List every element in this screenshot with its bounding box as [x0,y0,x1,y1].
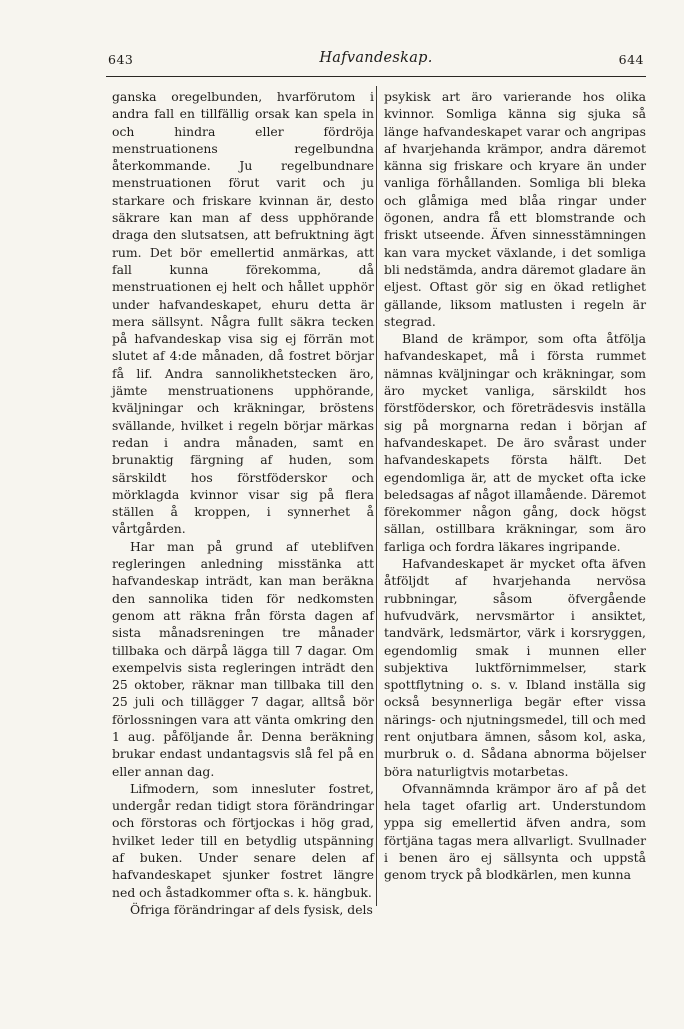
running-header [108,50,644,74]
page-number-right: 644 [618,52,644,67]
header-rule [106,76,646,77]
running-title: Hafvandeskap. [319,50,433,66]
left-column [112,88,374,918]
paragraph: Lifmodern, som innesluter fostret, undergår redan tidigt stora förändringar och förstoras och förtjockas i hög grad, hvilket leder till en betydlig utspänning af buken. Under senare delen af hafvandeskapet sjunker fostret längre ned och åstadkommer ofta s. k. hängbuk. [112,780,374,900]
paragraph: ganska oregelbunden, hvarförutom i andra fall en tillfällig orsak kan spela in och hindra eller fördröja menstruationens regelbundna återkommande. Ju regelbundnare menstruationen förut varit och ju starkare och friskare kvinnan är, desto säkrare kan man af dess upphörande draga den slutsatsen, att befruktning ägt rum. Det bör emellertid anmärkas, att fall kunna förekomma, då menstruationen ej helt och hållet upphör under hafvandeskapet, ehuru detta är mera sällsynt. Några fullt säkra tecken på hafvandeskap visa sig ej förrän mot slutet af 4:de månaden, då fostret börjar få lif. Andra sannolikhetstecken äro, jämte menstruationens upphörande, kväljningar och kräkningar, bröstens svällande, hvilket i regeln börjar märkas redan i andra månaden, samt en brunaktig färgning af huden, som särskildt hos förstföderskor och mörklagda kvinnor visar sig på flera ställen å kroppen, i synnerhet å vårtgården. [112,89,374,537]
right-column [384,88,646,884]
paragraph: Hafvandeskapet är mycket ofta äfven åtföljdt af hvarjehanda nervösa rubbningar, såsom öfvergående hufvudvärk, nervsmärtor i ansiktet, tandvärk, ledsmärtor, värk i korsryggen, egendomlig smak i munnen eller subjektiva luktförnimmelser, stark spottflytning o. s. v. Ibland inställa sig också besynnerliga begär efter vissa närings- och njutningsmedel, till och med rent onjutbara ämnen, såsom kol, aska, murbruk o. d. Sådana abnorma böjelser böra naturligtvis motarbetas. [384,556,646,779]
paragraph: psykisk art äro varierande hos olika kvinnor. Somliga känna sig sjuka så länge hafvandeskapet varar och angripas af hvarjehanda krämpor, andra däremot känna sig friskare och kryare än under vanliga förhållanden. Somliga bli bleka och glåmiga med blåa ringar under ögonen, andra få ett blomstrande och friskt utseende. Äfven sinnesstämningen kan vara mycket växlande, i det somliga bli nedstämda, andra däremot gladare än eljest. Oftast gör sig en ökad retlighet gällande, liksom matlusten i regeln är stegrad. [384,89,646,329]
paragraph: Öfriga förändringar af dels fysisk, dels [130,901,373,917]
page-number-left: 643 [108,52,134,67]
paragraph: Har man på grund af uteblifven regleringen anledning misstänka att hafvandeskap inträdt, kan man beräkna den sannolika tiden för nedkomsten genom att räkna från första dagen af sista månadsreningen tre månader tillbaka och därpå lägga till 7 dagar. Om exempelvis sista regleringen inträdt den 25 oktober, räknar man tillbaka till den 25 juli och tillägger 7 dagar, alltså bör förlossningen vara att vänta omkring den 1 aug. påföljande år. Denna beräkning brukar endast undantagsvis slå fel på en eller annan dag. [112,538,374,779]
column-divider [376,86,377,906]
paragraph: Bland de krämpor, som ofta åtfölja hafvandeskapet, må i första rummet nämnas kväljningar och kräkningar, som äro mycket vanliga, särskildt hos förstföderskor, och företrädesvis inställa sig på morgnarna redan i början af hafvandeskapet. De äro svårast under hafvandeskapets första hälft. Det egendomliga är, att de mycket ofta icke beledsagas af något illamående. Däremot förekommer någon gång, dock högst sällan, ostillbara kräkningar, som äro farliga och fordra läkares ingripande. [384,331,646,554]
paragraph: Ofvannämnda krämpor äro af på det hela taget ofarlig art. Understundom yppa sig emellertid äfven andra, som förtjäna tagas mera allvarligt. Svullnader i benen äro ej sällsynta och uppstå genom tryck på blodkärlen, men kunna [384,780,646,883]
